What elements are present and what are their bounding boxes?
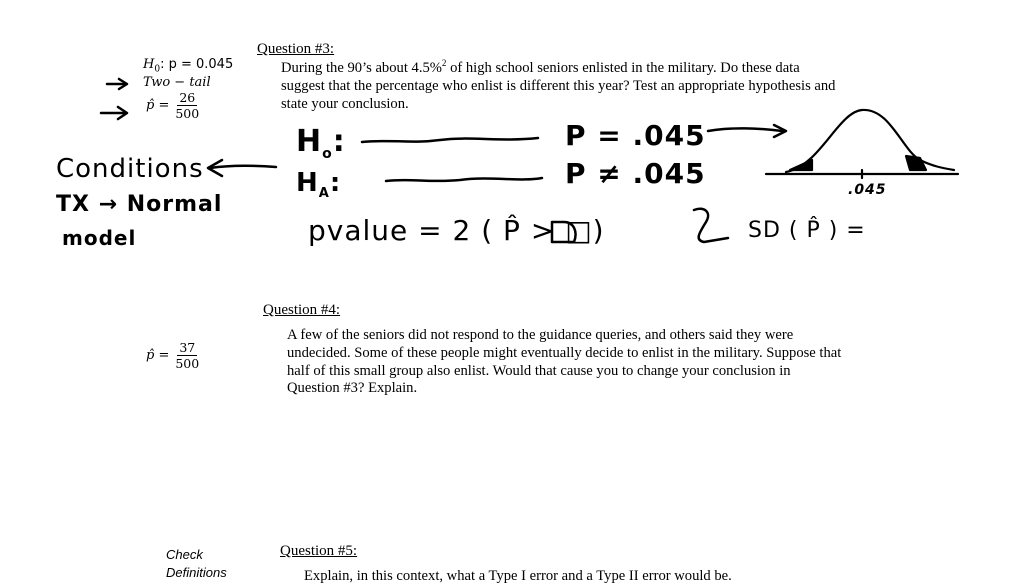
margin-arrow-2 — [101, 107, 127, 119]
fraction-numerator: 37 — [179, 340, 196, 355]
normal-curve-sketch — [766, 110, 958, 178]
question-5-line-1: Explain, in this context, what a Type I error and a Type II error would be. — [304, 568, 732, 584]
footnote-marker: 2 — [441, 58, 447, 69]
handwritten-model: model — [62, 226, 137, 250]
h0-equation: : p = 0.045 — [160, 57, 234, 72]
curve-arrow — [708, 125, 786, 137]
ha-letter: H — [296, 168, 319, 198]
phat-symbol: p̂ = — [146, 348, 170, 363]
handwritten-conditions: Conditions — [56, 154, 204, 184]
h0-subscript: o — [322, 146, 333, 162]
question-4-line-2: undecided. Some of these people might eventually decide to enlist in the military. Suppose that — [287, 344, 842, 361]
question-4-line-4: Question #3? Explain. — [287, 380, 418, 397]
question-5-heading: Question #5: — [280, 543, 358, 559]
h0-subscript: 0 — [154, 64, 161, 75]
ha-colon: : — [329, 168, 342, 198]
margin-arrow-1 — [107, 79, 127, 89]
question-3-line-2: suggest that the percentage who enlist is different this year? Test an appropriate hypothesis and — [281, 77, 836, 94]
handwritten-ha-value: P ≠ .045 — [565, 157, 706, 190]
question-3-line-3: state your conclusion. — [281, 95, 409, 112]
h0-letter: H — [296, 124, 323, 159]
handwritten-tx-normal: TX → Normal — [56, 192, 223, 217]
check-label: Check — [166, 547, 203, 562]
q3-line-1-end: of high school seniors enlisted in the military. Do these data — [446, 60, 800, 76]
ha-subscript: A — [318, 186, 330, 202]
conditions-arrow — [208, 160, 276, 176]
question-3-heading: Question #3: — [257, 41, 335, 57]
sd-hook-arrow — [694, 209, 728, 242]
q3-two-tail-note: Two − tail — [143, 75, 211, 90]
phat-symbol: p̂ = — [146, 98, 170, 113]
handwritten-h0 — [296, 124, 346, 162]
question-4-line-3: half of this small group also enlist. Would that cause you to change your conclusion in — [287, 362, 791, 379]
h0-symbol: H — [143, 57, 155, 72]
fraction-denominator: 500 — [175, 106, 200, 121]
ha-squiggle — [386, 178, 542, 181]
fraction-denominator: 500 — [175, 356, 200, 371]
handwritten-pvalue: pvalue = 2 ( P̂ > □) — [308, 214, 605, 247]
h0-squiggle — [362, 138, 538, 142]
question-4-line-1: A few of the seniors did not respond to the guidance queries, and others said they were — [287, 327, 794, 343]
curve-center-label: .045 — [848, 182, 887, 198]
fraction-numerator: 26 — [179, 90, 196, 105]
q3-line-1-start: During the 90’s about 4.5% — [281, 60, 442, 76]
h0-colon: : — [332, 124, 346, 159]
handwritten-ha — [296, 168, 341, 201]
definitions-label: Definitions — [166, 565, 227, 580]
question-4-heading: Question #4: — [263, 302, 341, 318]
handwritten-sd: SD ( P̂ ) = — [748, 218, 866, 243]
handwritten-h0-value: P = .045 — [565, 119, 706, 152]
